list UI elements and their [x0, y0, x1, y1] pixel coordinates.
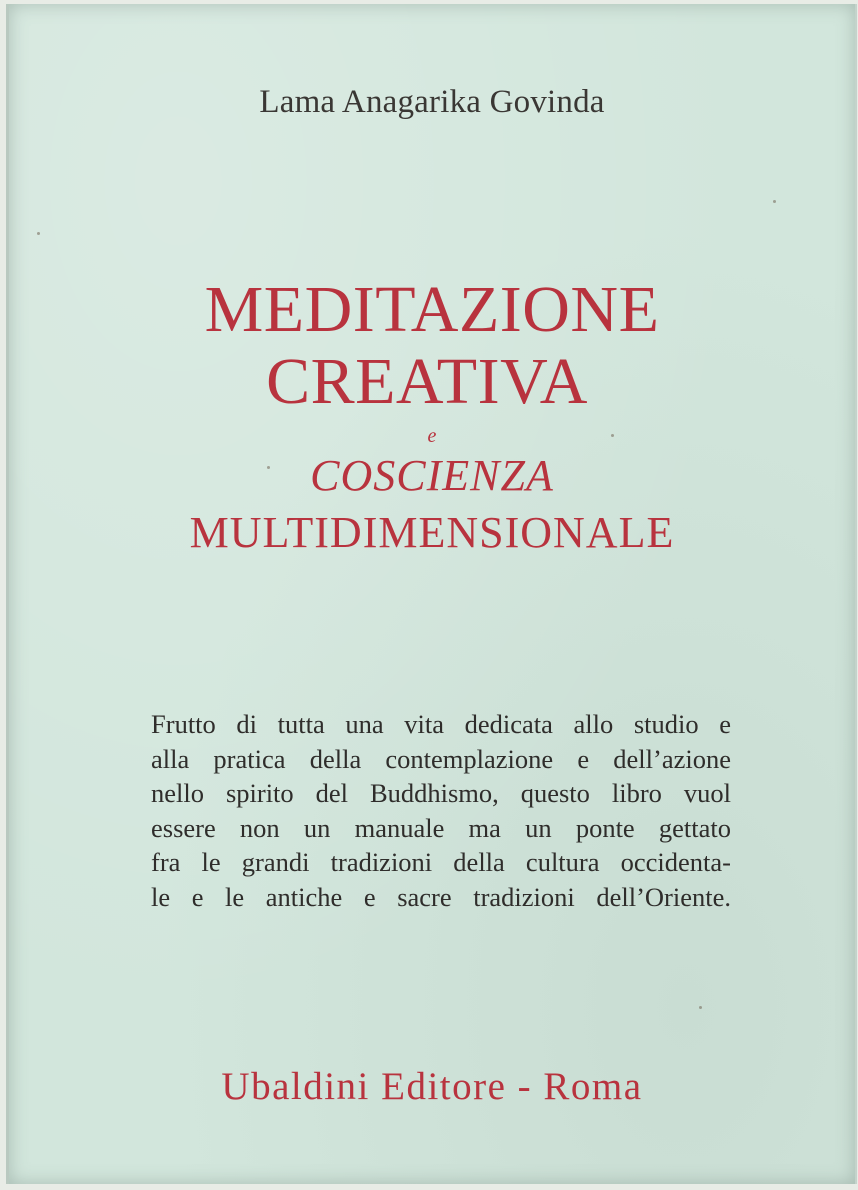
- paper-speck: [267, 466, 270, 469]
- paper-speck: [611, 434, 614, 437]
- publisher-imprint: Ubaldini Editore - Roma: [221, 1065, 643, 1108]
- title-line-coscienza: COSCIENZA: [310, 451, 554, 500]
- paper-speck: [773, 200, 776, 203]
- blurb-line: alla pratica della contemplazione e dell’azione: [151, 743, 731, 774]
- author-name: Lama Anagarika Govinda: [259, 84, 605, 120]
- blurb-line: le e le antiche e sacre tradizioni dell’Oriente.: [151, 881, 731, 912]
- blurb-line: nello spirito del Buddhismo, questo libro vuol: [151, 778, 731, 809]
- paper-speck: [699, 1006, 702, 1009]
- title-line-multidimensionale: MULTIDIMENSIONALE: [189, 508, 675, 557]
- title-line-creativa: CREATIVA: [266, 345, 588, 418]
- book-cover: [6, 4, 857, 1184]
- blurb-line: Frutto di tutta una vita dedicata allo studio e: [151, 709, 731, 739]
- title-conjunction: e: [427, 425, 437, 447]
- blurb-line: fra le grandi tradizioni della cultura occidenta-: [151, 847, 731, 878]
- cover-blurb: [151, 707, 731, 915]
- title-line-meditazione: MEDITAZIONE: [204, 273, 660, 346]
- book-title: [9, 274, 855, 562]
- blurb-line: essere non un manuale ma un ponte gettato: [151, 812, 731, 843]
- paper-speck: [37, 232, 40, 235]
